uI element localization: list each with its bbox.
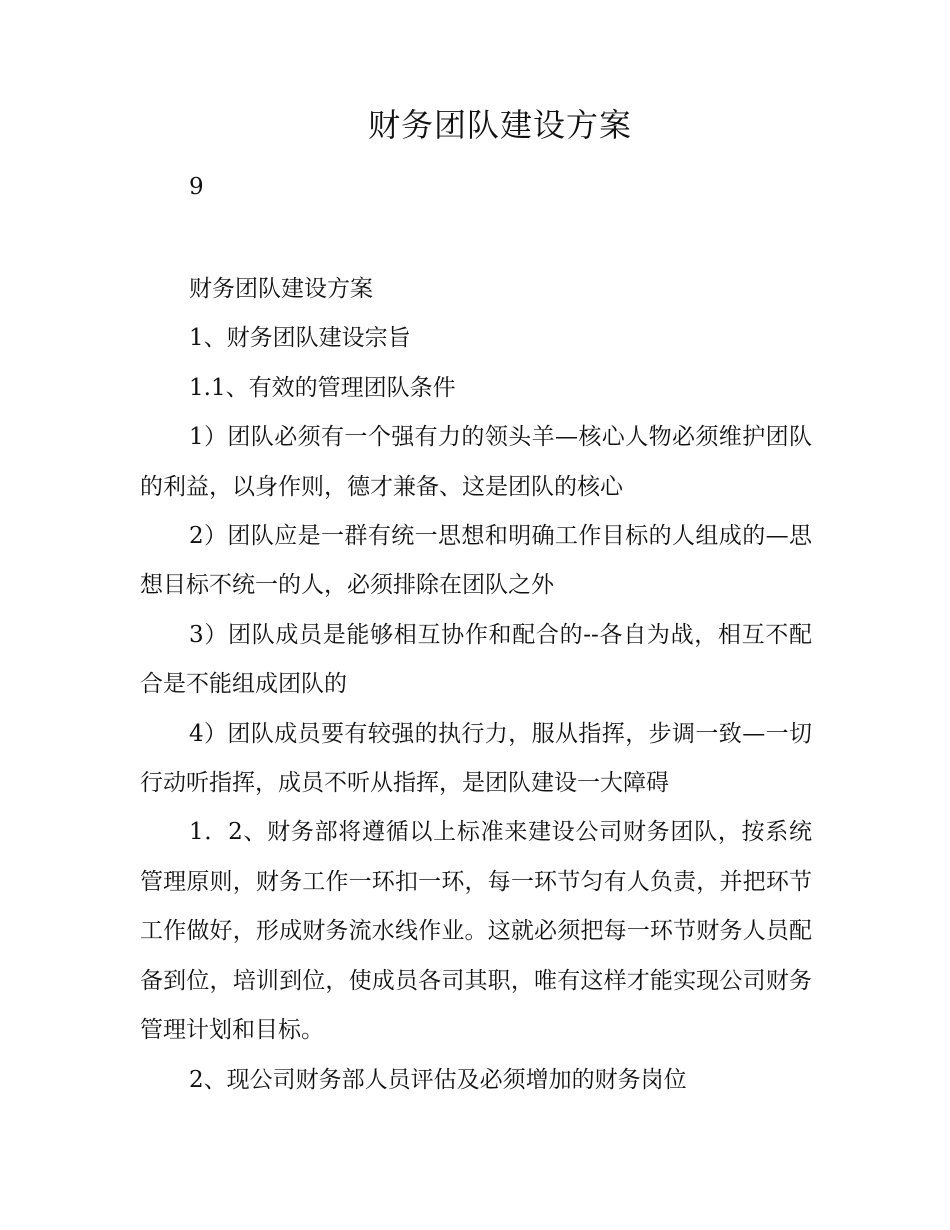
- paragraph-section-1-1: 1.1、有效的管理团队条件: [189, 374, 456, 401]
- paragraph-item-3: 3）团队成员是能够相互协作和配合的--各自为战，相互不配合是不能组成团队的: [140, 621, 812, 698]
- paragraph-section-1: 1、财务团队建设宗旨: [189, 325, 411, 352]
- paragraph-section-2: 2、现公司财务部人员评估及必须增加的财务岗位: [189, 1066, 687, 1093]
- paragraph-item-2: 2）团队应是一群有统一思想和明确工作目标的人组成的—思想目标不统一的人，必须排除在团队之外: [140, 523, 812, 599]
- page-number: 9: [189, 174, 204, 200]
- document-title: 财务团队建设方案: [367, 106, 632, 144]
- document-body: [140, 265, 812, 1105]
- paragraph-item-1: 1）团队必须有一个强有力的领头羊—核心人物必须维护团队的利益，以身作则，德才兼备、这是团队的核心: [140, 424, 812, 500]
- paragraph-section-1-2: 1．2、财务部将遵循以上标准来建设公司财务团队，按系统管理原则，财务工作一环扣一环，每一环节匀有人负责，并把环节工作做好，形成财务流水线作业。这就必须把每一环节财务人员配备到位，培训到位，使成员各司其职，唯有这样才能实现公司财务管理计划和目标。: [140, 819, 812, 1044]
- paragraph-item-4: 4）团队成员要有较强的执行力，服从指挥，步调一致—一切行动听指挥，成员不听从指挥，是团队建设一大障碍: [140, 720, 812, 797]
- paragraph-heading: 财务团队建设方案: [189, 276, 373, 302]
